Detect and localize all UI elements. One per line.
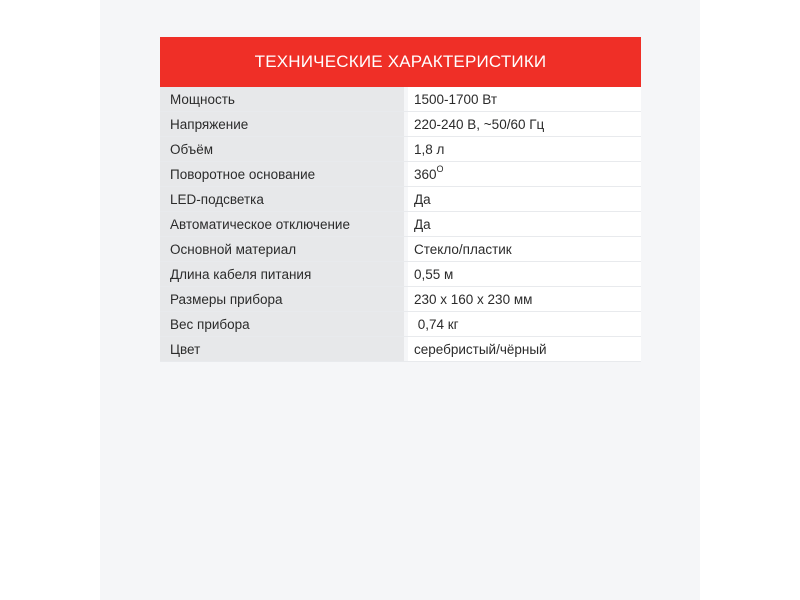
spec-label: Вес прибора — [160, 312, 404, 336]
table-row — [160, 187, 641, 212]
table-row — [160, 137, 641, 162]
table-row — [160, 112, 641, 137]
spec-value: 0,55 м — [404, 262, 641, 286]
spec-value: 220-240 В, ~50/60 Гц — [404, 112, 641, 136]
spec-label: Напряжение — [160, 112, 404, 136]
spec-value: Стекло/пластик — [404, 237, 641, 261]
spec-value: серебристый/чёрный — [404, 337, 641, 361]
table-row — [160, 337, 641, 362]
spec-value: 230 х 160 х 230 мм — [404, 287, 641, 311]
table-row — [160, 87, 641, 112]
spec-label: Основной материал — [160, 237, 404, 261]
spec-label: Объём — [160, 137, 404, 161]
spec-label: Размеры прибора — [160, 287, 404, 311]
specifications-table — [160, 37, 641, 362]
spec-label: Мощность — [160, 87, 404, 111]
spec-value: 0,74 кг — [404, 312, 641, 336]
spec-value — [404, 162, 641, 186]
spec-label: Цвет — [160, 337, 404, 361]
table-row — [160, 312, 641, 337]
table-row — [160, 262, 641, 287]
spec-value: Да — [404, 187, 641, 211]
degree-superscript: O — [436, 164, 444, 174]
table-row — [160, 237, 641, 262]
spec-value: 1,8 л — [404, 137, 641, 161]
table-title: ТЕХНИЧЕСКИЕ ХАРАКТЕРИСТИКИ — [160, 37, 641, 87]
spec-value: Да — [404, 212, 641, 236]
spec-value-number: 360 — [414, 166, 437, 182]
spec-label: Длина кабеля питания — [160, 262, 404, 286]
spec-panel — [100, 0, 700, 600]
spec-label: Автоматическое отключение — [160, 212, 404, 236]
spec-label: Поворотное основание — [160, 162, 404, 186]
table-row — [160, 287, 641, 312]
table-row — [160, 212, 641, 237]
spec-value: 1500-1700 Вт — [404, 87, 641, 111]
spec-label: LED-подсветка — [160, 187, 404, 211]
table-row — [160, 162, 641, 187]
